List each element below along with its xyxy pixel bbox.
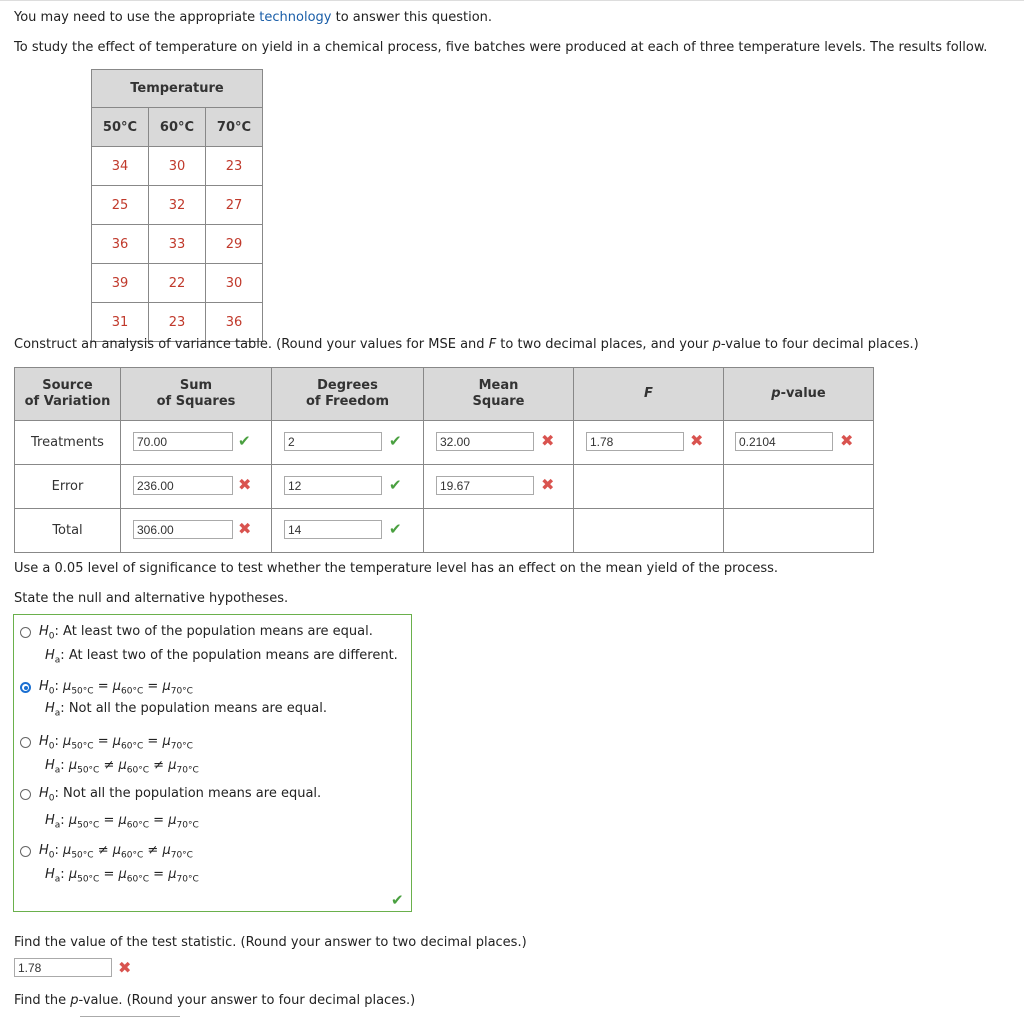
df-cell: [272, 509, 424, 553]
p-value-header: p-value: [724, 368, 874, 421]
empty-cell: [574, 509, 724, 553]
table-row: [92, 225, 263, 264]
table-cell: 22: [149, 264, 206, 303]
table-row: [15, 509, 874, 553]
table-cell: 23: [206, 147, 263, 186]
option-text: At least two of the population means are equal.: [63, 624, 373, 639]
table-row: [15, 465, 874, 509]
table-row: [92, 147, 263, 186]
hypotheses-options-box: [13, 614, 412, 912]
top-border: [0, 0, 1024, 1]
cross-icon: ✖: [690, 431, 704, 450]
table-cell: 25: [92, 186, 149, 225]
option-text: Not all the population means are equal.: [63, 786, 322, 801]
column-header: 60°C: [149, 108, 206, 147]
option-text: $\mu_{50^\circ C} = \mu_{60^\circ C} = \mu_{70^\circ C}$: [68, 813, 199, 831]
df-header: [272, 368, 424, 421]
option-text: At least two of the population means are different.: [68, 648, 398, 663]
technology-link[interactable]: technology: [259, 10, 332, 25]
ss-cell: [121, 465, 272, 509]
p-cell: [724, 421, 874, 465]
h-symbol: H: [39, 843, 49, 858]
option-4-ha: $H_a$: $\mu_{50^\circ C} = \mu_{60^\circ C} = \mu_{70^\circ C}$: [45, 813, 199, 831]
ss-header: [121, 368, 272, 421]
table-row: [92, 303, 263, 342]
state-hypotheses-text: State the null and alternative hypotheses.: [14, 591, 289, 606]
problem-text: To study the effect of temperature on yield in a chemical process, five batches were produced at each of three temperature levels. The results follow.: [14, 40, 988, 55]
f-header: F: [574, 368, 724, 421]
treatments-df-input[interactable]: 2: [284, 432, 382, 451]
column-header: 70°C: [206, 108, 263, 147]
header-line: Degrees: [317, 378, 378, 393]
intro-text: [14, 10, 492, 25]
pvalue-a: Find the: [14, 993, 71, 1008]
header-line: Source: [42, 378, 93, 393]
treatments-ms-input[interactable]: 32.00: [436, 432, 534, 451]
pvalue-c: -value. (Round your answer to four decimal places.): [78, 993, 416, 1008]
option-3-ha: $H_a$: $\mu_{50^\circ C} \ne \mu_{60^\circ C} \ne \mu_{70^\circ C}$: [45, 758, 199, 776]
table-cell: 32: [149, 186, 206, 225]
temperature-header: Temperature: [92, 70, 263, 108]
source-label: Treatments: [15, 421, 121, 465]
table-row: [15, 421, 874, 465]
option-text: $\mu_{50^\circ C} \ne \mu_{60^\circ C} \ne \mu_{70^\circ C}$: [68, 758, 199, 776]
option-2-h0: $H_0$: $\mu_{50^\circ C} = \mu_{60^\circ C} = \mu_{70^\circ C}$: [39, 679, 193, 697]
source-label: Error: [15, 465, 121, 509]
temperature-data-table: [91, 69, 263, 342]
construct-e: -value to four decimal places.): [720, 337, 919, 352]
h-symbol: H: [39, 786, 49, 801]
option-5-h0: $H_0$: $\mu_{50^\circ C} \ne \mu_{60^\circ C} \ne \mu_{70^\circ C}$: [39, 843, 193, 861]
intro-pre: You may need to use the appropriate: [14, 10, 260, 25]
table-cell: 31: [92, 303, 149, 342]
empty-cell: [724, 465, 874, 509]
pvalue-p: p: [70, 993, 79, 1008]
h-symbol: H: [39, 624, 49, 639]
error-df-input[interactable]: 12: [284, 476, 382, 495]
option-2-ha: $H_a$: Not all the population means are equal.: [45, 701, 327, 719]
table-row: [92, 186, 263, 225]
h-symbol: H: [45, 701, 55, 716]
p-value-prompt: [14, 993, 415, 1008]
empty-cell: [424, 509, 574, 553]
header-line: of Variation: [24, 394, 111, 409]
option-text: $\mu_{50^\circ C} = \mu_{60^\circ C} = \mu_{70^\circ C}$: [63, 679, 193, 697]
option-text: $\mu_{50^\circ C} = \mu_{60^\circ C} = \mu_{70^\circ C}$: [63, 734, 193, 752]
source-header: [15, 368, 121, 421]
cross-icon: ✖: [541, 431, 555, 450]
table-cell: 29: [206, 225, 263, 264]
table-cell: 30: [206, 264, 263, 303]
hypothesis-radio-2[interactable]: [20, 682, 31, 693]
option-4-h0: $H_0$: Not all the population means are equal.: [39, 786, 322, 804]
ms-cell: [424, 465, 574, 509]
cross-icon: ✖: [238, 519, 252, 538]
check-icon: ✔: [391, 891, 404, 909]
cross-icon: ✖: [118, 958, 132, 977]
table-row: [92, 264, 263, 303]
construct-p: p: [712, 337, 721, 352]
f-cell: [574, 421, 724, 465]
df-cell: [272, 465, 424, 509]
ss-cell: [121, 421, 272, 465]
check-icon: ✔: [389, 476, 402, 494]
option-5-ha: $H_a$: $\mu_{50^\circ C} = \mu_{60^\circ C} = \mu_{70^\circ C}$: [45, 867, 199, 885]
construct-f: F: [488, 337, 497, 352]
ss-cell: [121, 509, 272, 553]
header-line: of Squares: [156, 394, 236, 409]
ms-cell: [424, 421, 574, 465]
h-symbol: H: [39, 734, 49, 749]
option-1-h0: $H_0$: At least two of the population means are equal.: [39, 624, 373, 642]
error-ms-input[interactable]: 19.67: [436, 476, 534, 495]
table-cell: 23: [149, 303, 206, 342]
cross-icon: ✖: [238, 475, 252, 494]
hypothesis-radio-1[interactable]: [20, 627, 31, 638]
test-statistic-prompt: Find the value of the test statistic. (Round your answer to two decimal places.): [14, 935, 527, 950]
empty-cell: [574, 465, 724, 509]
h-symbol: H: [45, 758, 55, 773]
h-symbol: H: [45, 867, 55, 882]
treatments-ss-input[interactable]: 70.00: [133, 432, 233, 451]
anova-table: [14, 367, 874, 553]
df-cell: [272, 421, 424, 465]
ms-header: [424, 368, 574, 421]
table-cell: 39: [92, 264, 149, 303]
error-ss-input[interactable]: 236.00: [133, 476, 233, 495]
header-line: Mean: [478, 378, 519, 393]
p-value-input[interactable]: 0.2104: [735, 432, 833, 451]
construct-c: to two decimal places, and your: [496, 337, 713, 352]
check-icon: ✔: [238, 432, 251, 450]
table-cell: 30: [149, 147, 206, 186]
h-symbol: H: [45, 648, 55, 663]
intro-post: to answer this question.: [331, 10, 493, 25]
source-label: Total: [15, 509, 121, 553]
construct-instructions: [14, 337, 919, 352]
option-1-ha: $H_a$: At least two of the population means are different.: [45, 648, 398, 666]
option-text: Not all the population means are equal.: [68, 701, 327, 716]
cross-icon: ✖: [541, 475, 555, 494]
hypothesis-radio-5[interactable]: [20, 846, 31, 857]
table-cell: 27: [206, 186, 263, 225]
table-cell: 36: [92, 225, 149, 264]
hypothesis-radio-4[interactable]: [20, 789, 31, 800]
h-symbol: H: [45, 813, 55, 828]
check-icon: ✔: [389, 520, 402, 538]
header-line: Sum: [179, 378, 213, 393]
table-cell: 36: [206, 303, 263, 342]
option-3-h0: $H_0$: $\mu_{50^\circ C} = \mu_{60^\circ C} = \mu_{70^\circ C}$: [39, 734, 193, 752]
header-line: Square: [472, 394, 525, 409]
option-text: $\mu_{50^\circ C} = \mu_{60^\circ C} = \mu_{70^\circ C}$: [68, 867, 199, 885]
table-cell: 33: [149, 225, 206, 264]
column-header: 50°C: [92, 108, 149, 147]
total-df-input[interactable]: 14: [284, 520, 382, 539]
empty-cell: [724, 509, 874, 553]
total-ss-input[interactable]: 306.00: [133, 520, 233, 539]
h-symbol: H: [39, 679, 49, 694]
construct-a: Construct an analysis of variance table. (Round your values for MSE and: [14, 337, 489, 352]
significance-text: Use a 0.05 level of significance to test whether the temperature level has an effect on the mean yield of the process.: [14, 561, 779, 576]
check-icon: ✔: [389, 432, 402, 450]
test-statistic-input[interactable]: 1.78: [14, 958, 112, 977]
option-text: $\mu_{50^\circ C} \ne \mu_{60^\circ C} \ne \mu_{70^\circ C}$: [63, 843, 193, 861]
f-input[interactable]: 1.78: [586, 432, 684, 451]
cross-icon: ✖: [840, 431, 854, 450]
hypothesis-radio-3[interactable]: [20, 737, 31, 748]
header-line: of Freedom: [306, 394, 389, 409]
table-cell: 34: [92, 147, 149, 186]
